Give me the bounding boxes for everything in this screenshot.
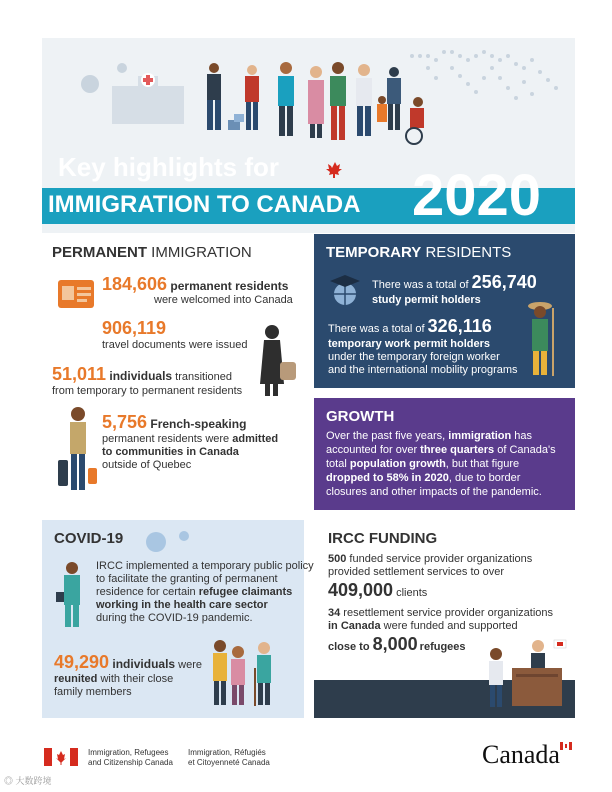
traveller-woman-icon bbox=[256, 322, 300, 400]
growth-line4: dropped to 58% in 2020, due to border bbox=[326, 472, 521, 484]
funding-line4: in Canada were funded and supported bbox=[328, 620, 518, 632]
department-name-fr: Immigration, Réfugiés et Citoyenneté Canada bbox=[188, 748, 270, 767]
work-permit-line3: under the temporary foreign worker bbox=[328, 351, 500, 363]
reunited-line3: family members bbox=[54, 686, 132, 698]
funding-line1: 500 funded service provider organizations bbox=[328, 553, 533, 565]
covid-line3: residence for certain refugee claimants bbox=[96, 586, 293, 598]
funding-heading: IRCC FUNDING bbox=[328, 530, 438, 547]
office-meeting-icon bbox=[456, 636, 574, 716]
work-permit-line1: There was a total of 326,116 bbox=[328, 316, 492, 336]
stat-permanent-residents: 184,606 permanent residents bbox=[102, 274, 289, 294]
health-worker-icon bbox=[54, 560, 90, 630]
stat-french-line2: permanent residents were admitted bbox=[102, 433, 279, 445]
traveller-man-icon bbox=[56, 404, 100, 500]
covid-line2: to facilitate the granting of permanent bbox=[96, 573, 278, 585]
wordmark-flag-icon bbox=[560, 742, 572, 750]
virus-icon bbox=[136, 526, 196, 556]
work-permit-line4: and the international mobility programs bbox=[328, 364, 518, 376]
covid-line1: IRCC implemented a temporary public policy bbox=[96, 560, 314, 572]
stat-travel-documents-desc: travel documents were issued bbox=[102, 339, 248, 351]
stat-transitioned-desc: from temporary to permanent residents bbox=[52, 385, 243, 397]
growth-line1: Over the past five years, immigration has bbox=[326, 430, 533, 442]
funding-line3: 34 resettlement service provider organizations bbox=[328, 607, 554, 619]
study-permit-line1: There was a total of 256,740 bbox=[372, 272, 537, 292]
canada-wordmark: Canada bbox=[482, 740, 560, 769]
reunited-line2: reunited with their close bbox=[54, 673, 174, 685]
funding-line2: provided settlement services to over bbox=[328, 566, 505, 578]
growth-line5: closures and other impacts of the pandemic. bbox=[326, 486, 542, 498]
permanent-heading: PERMANENT IMMIGRATION bbox=[52, 244, 252, 261]
canada-flag-icon bbox=[44, 748, 78, 766]
growth-line3: total population growth, but that figure bbox=[326, 458, 520, 470]
covid-heading: COVID-19 bbox=[54, 530, 124, 547]
graduation-globe-icon bbox=[328, 272, 362, 308]
farm-worker-icon bbox=[522, 298, 562, 382]
stat-permanent-residents-desc: were welcomed into Canada bbox=[154, 294, 293, 306]
growth-line2: accounted for over three quarters of Canada's bbox=[326, 444, 556, 456]
stat-french-line4: outside of Quebec bbox=[102, 459, 192, 471]
study-permit-line2: study permit holders bbox=[372, 294, 481, 306]
reunited-stat: 49,290 individuals were bbox=[54, 652, 202, 672]
funding-refugees: close to 8,000 refugees bbox=[328, 634, 466, 654]
stat-travel-documents-num: 906,119 bbox=[102, 318, 167, 338]
work-permit-line2: temporary work permit holders bbox=[328, 338, 490, 350]
temporary-heading: TEMPORARY RESIDENTS bbox=[326, 244, 512, 261]
funding-clients: 409,000 clients bbox=[328, 580, 428, 600]
title-line2: IMMIGRATION TO CANADA bbox=[48, 191, 361, 218]
department-name-en: Immigration, Refugees and Citizenship Canada bbox=[88, 748, 173, 767]
weibo-icon: ◎ bbox=[4, 776, 16, 786]
title-line1: Key highlights for bbox=[58, 152, 279, 182]
title-year: 2020 bbox=[412, 163, 542, 228]
covid-line4: working in the health care sector bbox=[96, 599, 268, 611]
id-card-icon bbox=[56, 278, 96, 312]
stat-french-line3: to communities in Canada bbox=[102, 446, 239, 458]
growth-heading: GROWTH bbox=[326, 408, 395, 425]
stat-transitioned: 51,011 individuals transitioned bbox=[52, 364, 233, 384]
watermark: ◎ 大数跨境 bbox=[4, 776, 52, 786]
covid-line5: during the COVID-19 pandemic. bbox=[96, 612, 253, 624]
family-icon bbox=[206, 638, 280, 710]
stat-french-speaking: 5,756 French-speaking bbox=[102, 412, 247, 432]
